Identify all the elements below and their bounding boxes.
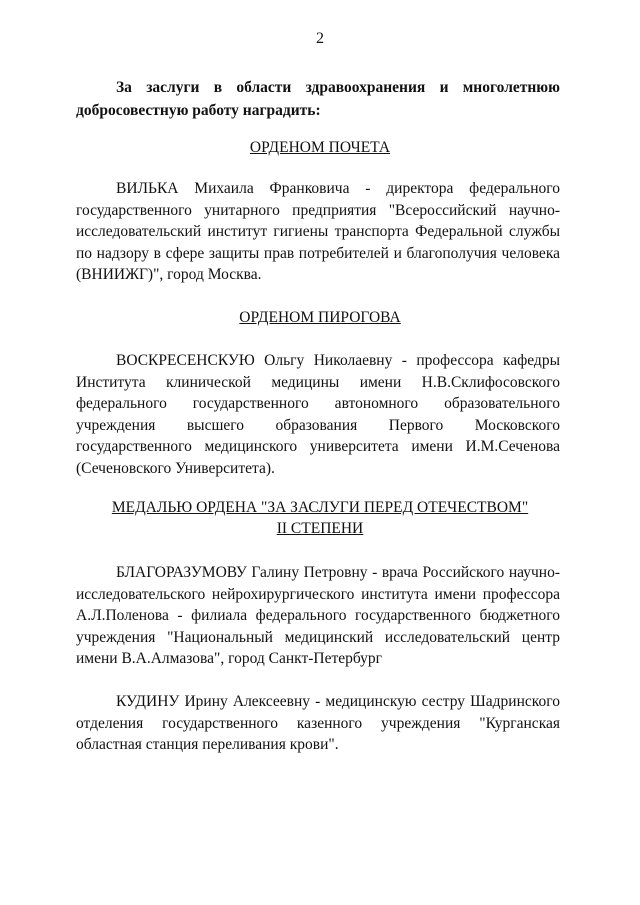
award-heading-order-of-honor: ОРДЕНОМ ПОЧЕТА — [249, 139, 391, 156]
award-recipient-kudina: КУДИНУ Ирину Алексеевну - медицинскую сестру Шадринского отделения государственного казенного учреждения "Курганская областная станция переливания крови". — [76, 693, 560, 754]
award-recipient-vilka: ВИЛЬКА Михаила Франковича - директора федерального государственного унитарного предприятия "Всероссийский научно-исследовательский институт гигиены транспорта Федеральной службы по надзору в сфере защиты прав потребителей и благополучия человека (ВНИИЖГ)", город Москва. — [76, 180, 560, 284]
page-number: 2 — [316, 30, 324, 47]
award-heading-medal-degree: II СТЕПЕНИ — [276, 520, 364, 537]
award-heading-order-of-pirogov: ОРДЕНОМ ПИРОГОВА — [239, 309, 401, 326]
award-recipient-voskresenskaya: ВОСКРЕСЕНСКУЮ Ольгу Николаевну - профессора кафедры Института клинической медицины имени Н.В.Склифосовского федерального государственного автономного образовательного учреждения высшего образования Первого Московского государственного медицинского университета имени И.М.Сеченова (Сеченовского Университета). — [76, 352, 560, 477]
intro-text: За заслуги в области здравоохранения и многолетнюю добросовестную работу наградить: — [76, 79, 560, 119]
award-heading-medal-merit: МЕДАЛЬЮ ОРДЕНА "ЗА ЗАСЛУГИ ПЕРЕД ОТЕЧЕСТВОМ" — [111, 499, 529, 516]
award-recipient-blagorazumova: БЛАГОРАЗУМОВУ Галину Петровну - врача Российского научно-исследовательского нейрохирургического института имени профессора А.Л.Поленова - филиала федерального государственного бюджетного учреждения "Национальный медицинский исследовательский центр имени В.А.Алмазова", город Санкт-Петербург — [76, 564, 560, 668]
